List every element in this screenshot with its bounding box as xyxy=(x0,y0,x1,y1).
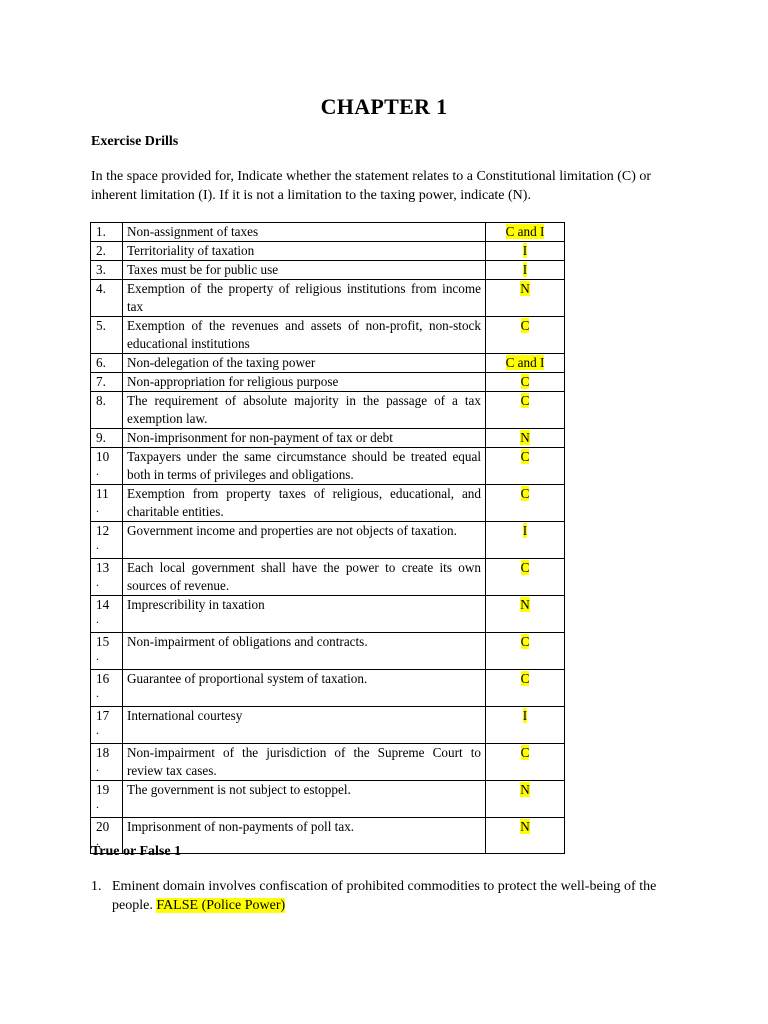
statement-cell: Non-impairment of obligations and contracts. xyxy=(123,633,486,670)
item-text-wrapper xyxy=(112,877,691,915)
row-number-period: . xyxy=(96,834,99,848)
highlighted-answer: C xyxy=(520,745,530,760)
row-number: 5. xyxy=(96,318,106,333)
list-item xyxy=(91,877,691,915)
statement-cell: The requirement of absolute majority in the passage of a tax exemption law. xyxy=(123,392,486,429)
statement-cell: Imprescribility in taxation xyxy=(123,596,486,633)
table-row xyxy=(91,522,565,559)
true-false-list xyxy=(91,877,691,915)
table-row xyxy=(91,317,565,354)
table-row xyxy=(91,744,565,781)
statement-cell: Government income and properties are not objects of taxation. xyxy=(123,522,486,559)
table-row xyxy=(91,261,565,280)
exercise-drills-heading: Exercise Drills xyxy=(91,134,179,149)
statement-cell: Taxes must be for public use xyxy=(123,261,486,280)
highlighted-answer: C xyxy=(520,560,530,575)
highlighted-answer: N xyxy=(520,430,530,445)
highlighted-answer: I xyxy=(522,262,528,277)
table-row xyxy=(91,633,565,670)
table-row xyxy=(91,485,565,522)
row-number-cell xyxy=(91,317,123,354)
highlighted-answer: C xyxy=(520,671,530,686)
table-row xyxy=(91,223,565,242)
row-number-cell xyxy=(91,707,123,744)
statement-cell: Each local government shall have the power to create its own sources of revenue. xyxy=(123,559,486,596)
statement-cell: Non-assignment of taxes xyxy=(123,223,486,242)
row-number-cell xyxy=(91,744,123,781)
table-row xyxy=(91,373,565,392)
statement-cell: Non-delegation of the taxing power xyxy=(123,354,486,373)
highlighted-answer: I xyxy=(522,243,528,258)
statement-cell: Non-imprisonment for non-payment of tax or debt xyxy=(123,429,486,448)
row-number: 7. xyxy=(96,374,106,389)
highlighted-answer: I xyxy=(522,708,528,723)
row-number: 9. xyxy=(96,430,106,445)
item-number: 1. xyxy=(91,879,102,894)
highlighted-answer: N xyxy=(520,782,530,797)
highlighted-answer: C xyxy=(520,393,530,408)
row-number: 4. xyxy=(96,281,106,296)
statement-cell: Exemption from property taxes of religious, educational, and charitable entities. xyxy=(123,485,486,522)
statement-cell: Taxpayers under the same circumstance should be treated equal both in terms of privileges and obligations. xyxy=(123,448,486,485)
row-number-period: . xyxy=(96,538,99,552)
table-row xyxy=(91,559,565,596)
table-row xyxy=(91,354,565,373)
answer-cell xyxy=(486,373,565,392)
instructions-paragraph: In the space provided for, Indicate whether the statement relates to a Constitutional limitation (C) or inherent limitation (I). If it is not a limitation to the taxing power, indicate (N). xyxy=(91,169,652,203)
row-number: 16 xyxy=(96,671,110,686)
answer-cell xyxy=(486,596,565,633)
row-number-cell xyxy=(91,429,123,448)
answer-cell xyxy=(486,781,565,818)
row-number-cell xyxy=(91,261,123,280)
row-number-period: . xyxy=(96,501,99,515)
row-number-cell xyxy=(91,392,123,429)
answer-cell xyxy=(486,223,565,242)
row-number-cell xyxy=(91,223,123,242)
table-row xyxy=(91,392,565,429)
row-number: 8. xyxy=(96,393,106,408)
row-number-cell xyxy=(91,670,123,707)
answer-cell xyxy=(486,261,565,280)
row-number-cell xyxy=(91,633,123,670)
row-number-period: . xyxy=(96,760,99,774)
table-row xyxy=(91,429,565,448)
highlighted-answer: C xyxy=(520,486,530,501)
row-number: 2. xyxy=(96,243,106,258)
statement-cell: Non-appropriation for religious purpose xyxy=(123,373,486,392)
row-number: 14 xyxy=(96,597,110,612)
row-number: 15 xyxy=(96,634,110,649)
answer-cell xyxy=(486,448,565,485)
highlighted-answer: C xyxy=(520,634,530,649)
row-number-cell xyxy=(91,485,123,522)
highlighted-answer: N xyxy=(520,281,530,296)
statement-cell: The government is not subject to estoppel. xyxy=(123,781,486,818)
answer-cell xyxy=(486,559,565,596)
row-number-period: . xyxy=(96,723,99,737)
row-number-cell xyxy=(91,596,123,633)
statement-cell: Non-impairment of the jurisdiction of the Supreme Court to review tax cases. xyxy=(123,744,486,781)
answer-cell xyxy=(486,429,565,448)
answer-cell xyxy=(486,354,565,373)
answer-cell xyxy=(486,818,565,854)
table-row xyxy=(91,448,565,485)
answer-cell xyxy=(486,744,565,781)
answer-cell xyxy=(486,280,565,317)
row-number-period: . xyxy=(96,464,99,478)
statement-cell: Exemption of the property of religious institutions from income tax xyxy=(123,280,486,317)
table-row xyxy=(91,781,565,818)
row-number-period: . xyxy=(96,612,99,626)
answer-cell xyxy=(486,670,565,707)
highlighted-answer: N xyxy=(520,819,530,834)
answer-cell xyxy=(486,522,565,559)
statement-cell: International courtesy xyxy=(123,707,486,744)
table-row xyxy=(91,242,565,261)
answer-cell xyxy=(486,707,565,744)
statement-cell: Exemption of the revenues and assets of non-profit, non-stock educational institutions xyxy=(123,317,486,354)
row-number: 13 xyxy=(96,560,110,575)
row-number-cell xyxy=(91,559,123,596)
table-row xyxy=(91,280,565,317)
true-false-heading: True or False 1 xyxy=(91,844,182,859)
row-number-cell xyxy=(91,448,123,485)
row-number-cell xyxy=(91,373,123,392)
statement-cell: Guarantee of proportional system of taxation. xyxy=(123,670,486,707)
row-number: 6. xyxy=(96,355,106,370)
row-number: 20 xyxy=(96,819,110,834)
table-row xyxy=(91,596,565,633)
row-number-cell xyxy=(91,242,123,261)
highlighted-answer: FALSE (Police Power) xyxy=(156,898,286,913)
answer-cell xyxy=(486,485,565,522)
row-number: 1. xyxy=(96,224,106,239)
highlighted-answer: C xyxy=(520,318,530,333)
row-number-period: . xyxy=(96,686,99,700)
table-row xyxy=(91,707,565,744)
statement-cell: Territoriality of taxation xyxy=(123,242,486,261)
exercise-drills-table xyxy=(90,222,565,854)
highlighted-answer: N xyxy=(520,597,530,612)
table-row xyxy=(91,670,565,707)
highlighted-answer: C and I xyxy=(505,224,545,239)
chapter-title: CHAPTER 1 xyxy=(320,94,448,119)
row-number-cell xyxy=(91,522,123,559)
row-number-period: . xyxy=(96,649,99,663)
row-number: 12 xyxy=(96,523,110,538)
row-number: 11 xyxy=(96,486,109,501)
highlighted-answer: I xyxy=(522,523,528,538)
answer-cell xyxy=(486,392,565,429)
row-number: 17 xyxy=(96,708,110,723)
answer-cell xyxy=(486,633,565,670)
row-number-cell xyxy=(91,280,123,317)
row-number: 3. xyxy=(96,262,106,277)
highlighted-answer: C xyxy=(520,449,530,464)
row-number: 19 xyxy=(96,782,110,797)
answer-cell xyxy=(486,317,565,354)
row-number-period: . xyxy=(96,797,99,811)
statement-cell: Imprisonment of non-payments of poll tax. xyxy=(123,818,486,854)
row-number-period: . xyxy=(96,575,99,589)
row-number-cell xyxy=(91,781,123,818)
answer-cell xyxy=(486,242,565,261)
item-question: Eminent domain involves confiscation of prohibited commodities to protect the well-being of the people. xyxy=(112,879,657,913)
row-number-cell xyxy=(91,354,123,373)
highlighted-answer: C xyxy=(520,374,530,389)
row-number: 18 xyxy=(96,745,110,760)
highlighted-answer: C and I xyxy=(505,355,545,370)
row-number: 10 xyxy=(96,449,110,464)
